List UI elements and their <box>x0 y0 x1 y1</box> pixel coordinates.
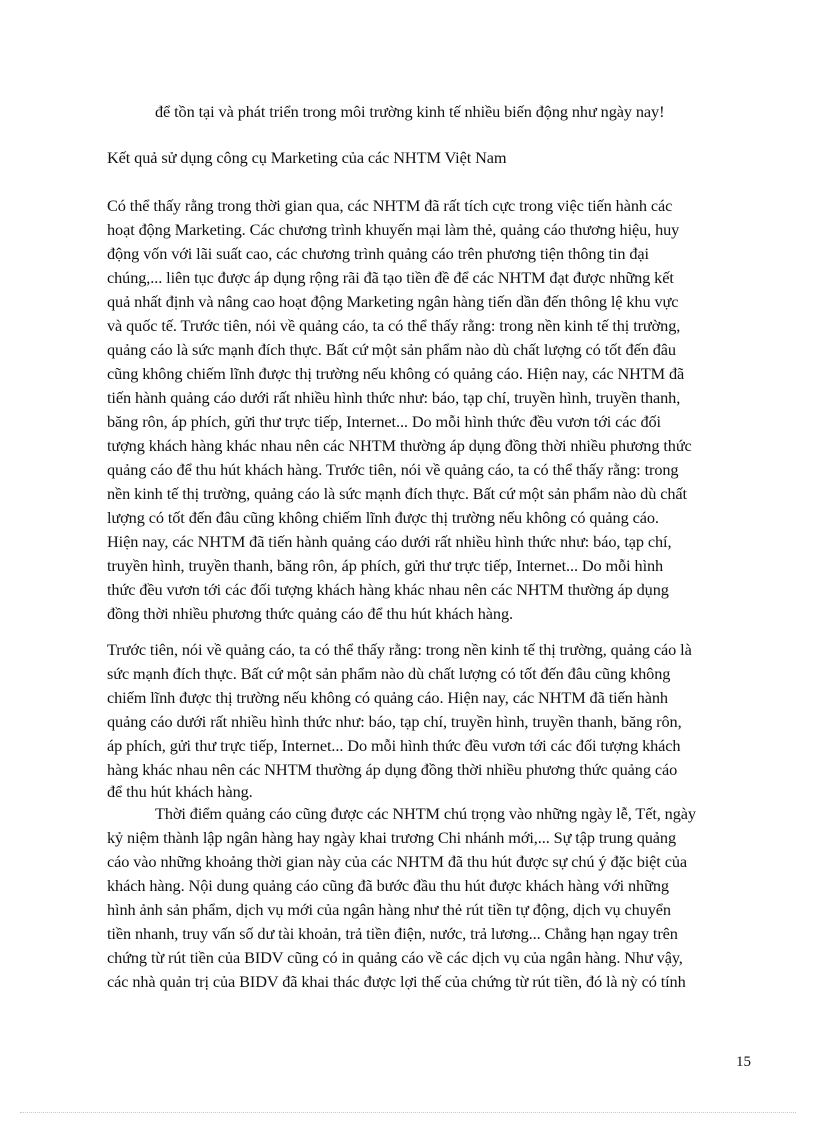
paragraph-line: quảng cáo là sức mạnh đích thực. Bất cứ một sản phẩm nào dù chất lượng có tốt đến đâu <box>107 340 676 359</box>
paragraph-line: băng rôn, áp phích, gửi thư trực tiếp, Internet... Do mỗi hình thức đều vươn tới các đối <box>107 412 661 431</box>
paragraph-line: quảng cáo để thu hút khách hàng. Trước tiên, nói về quảng cáo, ta có thể thấy rằng: trong <box>107 460 679 479</box>
paragraph-line: và quốc tế. Trước tiên, nói về quảng cáo, ta có thể thấy rằng: trong nền kinh tế thị trường, <box>107 316 681 335</box>
paragraph-line: hoạt động Marketing. Các chương trình khuyến mại làm thẻ, quảng cáo thương hiệu, huy <box>107 220 680 239</box>
paragraph-line: để thu hút khách hàng. <box>107 782 253 801</box>
paragraph-line: hình ảnh sản phẩm, dịch vụ mới của ngân hàng như thẻ rút tiền tự động, dịch vụ chuyển <box>107 900 671 919</box>
paragraph-line: chúng,... liên tục được áp dụng rộng rãi đã tạo tiền đề để các NHTM đạt được những kết <box>107 268 674 287</box>
page-number: 15 <box>736 1054 751 1070</box>
paragraph-line: các nhà quản trị của BIDV đã khai thác được lợi thế của chứng từ rút tiền, đó là nỳ có tính <box>107 972 686 991</box>
paragraph-line: quả nhất định và nâng cao hoạt động Marketing ngân hàng tiến dần đến thông lệ khu vực <box>107 292 679 311</box>
paragraph-line: kỷ niệm thành lập ngân hàng hay ngày khai trương Chi nhánh mới,... Sự tập trung quảng <box>107 828 676 847</box>
paragraph-line: đồng thời nhiều phương thức quảng cáo để thu hút khách hàng. <box>107 604 513 623</box>
paragraph-line: Hiện nay, các NHTM đã tiến hành quảng cáo dưới rất nhiều hình thức như: báo, tạp chí, <box>107 532 672 551</box>
footer-divider <box>20 1112 796 1113</box>
paragraph-line: áp phích, gửi thư trực tiếp, Internet... Do mỗi hình thức đều vươn tới các đối tượng khách <box>107 736 681 755</box>
paragraph-line: tượng khách hàng khác nhau nên các NHTM thường áp dụng đồng thời nhiều phương thức <box>107 436 692 455</box>
paragraph-line: tiền nhanh, truy vấn số dư tài khoản, trả tiền điện, nước, trả lương... Chẳng hạn ngay trên <box>107 924 678 943</box>
paragraph-line: sức mạnh đích thực. Bất cứ một sản phẩm nào dù chất lượng có tốt đến đâu cũng không <box>107 664 671 683</box>
paragraph-line: Thời điểm quảng cáo cũng được các NHTM chú trọng vào những ngày lễ, Tết, ngày <box>155 804 696 823</box>
paragraph-line: quảng cáo dưới rất nhiều hình thức như: báo, tạp chí, truyền hình, truyền thanh, băng rôn, <box>107 712 682 731</box>
paragraph-line: lượng có tốt đến đâu cũng không chiếm lĩnh được thị trường nếu không có quảng cáo. <box>107 508 659 527</box>
paragraph-line: khách hàng. Nội dung quảng cáo cũng đã bước đầu thu hút được khách hàng với những <box>107 876 669 895</box>
paragraph-line: hàng khác nhau nên các NHTM thường áp dụng đồng thời nhiều phương thức quảng cáo <box>107 760 678 779</box>
paragraph-line: Có thể thấy rằng trong thời gian qua, các NHTM đã rất tích cực trong việc tiến hành các <box>107 196 673 215</box>
paragraph-line: tiến hành quảng cáo dưới rất nhiều hình thức như: báo, tạp chí, truyền hình, truyền thanh, <box>107 388 681 407</box>
paragraph-line: cũng không chiếm lĩnh được thị trường nếu không có quảng cáo. Hiện nay, các NHTM đã <box>107 364 685 383</box>
paragraph-line: Trước tiên, nói về quảng cáo, ta có thể thấy rằng: trong nền kinh tế thị trường, quảng cáo là <box>107 640 692 659</box>
paragraph-line: truyền hình, truyền thanh, băng rôn, áp phích, gửi thư trực tiếp, Internet... Do mỗi hình <box>107 556 664 575</box>
paragraph-line: cáo vào những khoảng thời gian này của các NHTM đã thu hút được sự chú ý đặc biệt của <box>107 852 687 871</box>
paragraph-line: thức đều vươn tới các đối tượng khách hàng khác nhau nên các NHTM thường áp dụng <box>107 580 669 599</box>
paragraph-line: chứng từ rút tiền của BIDV cũng có in quảng cáo về các dịch vụ của ngân hàng. Như vậy, <box>107 948 683 967</box>
top-line: để tồn tại và phát triển trong môi trường kinh tế nhiều biến động như ngày nay! <box>155 102 665 121</box>
paragraph-line: chiếm lĩnh được thị trường nếu không có quảng cáo. Hiện nay, các NHTM đã tiến hành <box>107 688 668 707</box>
paragraph-line: động vốn với lãi suất cao, các chương trình quảng cáo trên phương tiện thông tin đại <box>107 244 649 263</box>
section-heading: Kết quả sử dụng công cụ Marketing của các NHTM Việt Nam <box>107 148 507 167</box>
paragraph-line: nền kinh tế thị trường, quảng cáo là sức mạnh đích thực. Bất cứ một sản phẩm nào dù chất <box>107 484 687 503</box>
